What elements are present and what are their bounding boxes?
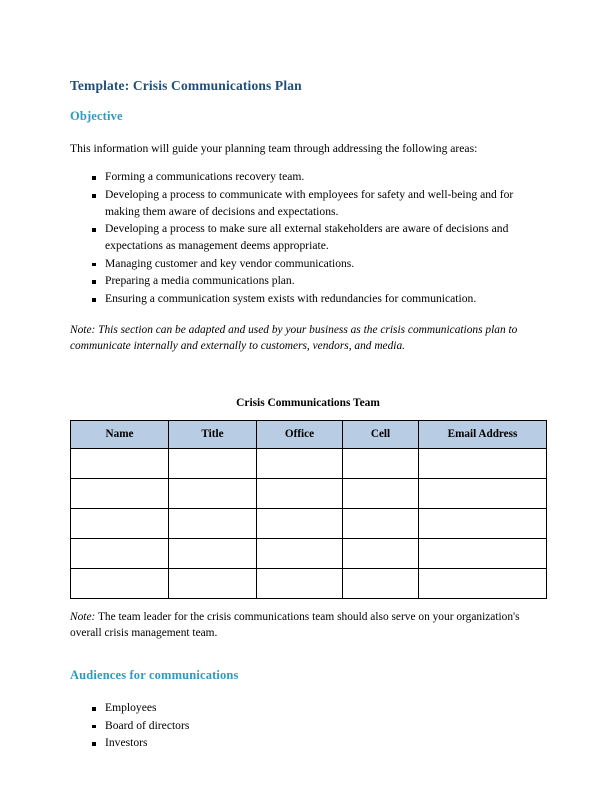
note-adaptation: Note: This section can be adapted and used by your business as the crisis communications plan to communicate internally and externally to customers, vendors, and media. (70, 323, 518, 353)
spacer (70, 309, 546, 322)
table-cell-cell[interactable] (343, 538, 419, 568)
table-cell-title[interactable] (169, 478, 257, 508)
table-cell-cell[interactable] (343, 508, 419, 538)
column-header-title: Title (169, 420, 257, 448)
table-cell-email[interactable] (419, 508, 547, 538)
table-cell-email[interactable] (419, 538, 547, 568)
table-header-row (71, 420, 547, 448)
list-item: Developing a process to communicate with employees for safety and well-being and for making them aware of decisions and expectations. (70, 187, 546, 220)
list-item: Employees (70, 700, 546, 717)
list-item: Ensuring a communication system exists with redundancies for communication. (70, 291, 546, 308)
column-header-name: Name (71, 420, 169, 448)
page-title: Template: Crisis Communications Plan (70, 78, 302, 93)
table-cell-cell[interactable] (343, 448, 419, 478)
table-cell-email[interactable] (419, 568, 547, 598)
objective-bullet-list (70, 169, 546, 308)
table-cell-title[interactable] (169, 568, 257, 598)
table-cell-office[interactable] (257, 478, 343, 508)
list-item: Managing customer and key vendor communications. (70, 256, 546, 273)
table-cell-name[interactable] (71, 478, 169, 508)
objective-heading: Objective (70, 108, 123, 123)
list-item: Investors (70, 735, 546, 752)
table-cell-title[interactable] (169, 538, 257, 568)
table-cell-email[interactable] (419, 448, 547, 478)
list-item: Preparing a media communications plan. (70, 273, 546, 290)
document-content (70, 78, 546, 753)
list-item: Forming a communications recovery team. (70, 169, 546, 186)
list-item: Developing a process to make sure all external stakeholders are aware of decisions and expectations as management deems appropriate. (70, 221, 546, 254)
table-cell-name[interactable] (71, 508, 169, 538)
table-cell-name[interactable] (71, 538, 169, 568)
intro-paragraph: This information will guide your planning team through addressing the following areas: (70, 141, 478, 155)
table-row (71, 448, 547, 478)
table-row (71, 538, 547, 568)
crisis-communications-team-table (70, 420, 547, 599)
table-cell-office[interactable] (257, 508, 343, 538)
table-cell-email[interactable] (419, 478, 547, 508)
audiences-heading: Audiences for communications (70, 667, 239, 682)
spacer (70, 599, 546, 609)
table-cell-office[interactable] (257, 538, 343, 568)
table-row (71, 508, 547, 538)
note-lead-label: Note: (70, 610, 96, 623)
table-cell-name[interactable] (71, 448, 169, 478)
table-cell-office[interactable] (257, 448, 343, 478)
table-row (71, 568, 547, 598)
table-cell-title[interactable] (169, 448, 257, 478)
list-item: Board of directors (70, 718, 546, 735)
table-caption: Crisis Communications Team (236, 396, 380, 409)
spacer (70, 355, 546, 397)
column-header-office: Office (257, 420, 343, 448)
table-cell-name[interactable] (71, 568, 169, 598)
table-row (71, 478, 547, 508)
table-cell-cell[interactable] (343, 568, 419, 598)
column-header-email: Email Address (419, 420, 547, 448)
note-body-text: The team leader for the crisis communications team should also serve on your organization's overall crisis management team. (70, 610, 520, 640)
table-cell-office[interactable] (257, 568, 343, 598)
table-cell-cell[interactable] (343, 478, 419, 508)
column-header-cell: Cell (343, 420, 419, 448)
audiences-bullet-list (70, 700, 546, 752)
table-cell-title[interactable] (169, 508, 257, 538)
note-team-leader (70, 609, 546, 642)
